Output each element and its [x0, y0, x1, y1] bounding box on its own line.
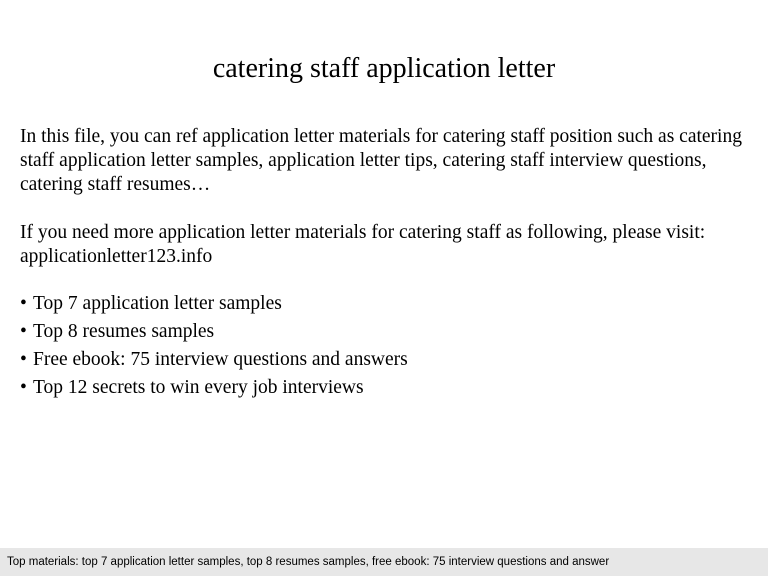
- list-item-text: Free ebook: 75 interview questions and answers: [33, 349, 408, 370]
- list-item-text: Top 12 secrets to win every job interviews: [33, 377, 364, 398]
- footer-text: Top materials: top 7 application letter samples, top 8 resumes samples, free ebook: 75 interview questions and answer: [7, 556, 610, 568]
- visit-paragraph: If you need more application letter materials for catering staff as following, please visit: applicationletter123.info: [20, 222, 706, 267]
- list-item: [20, 346, 408, 374]
- list-item: [20, 318, 408, 346]
- bullet-icon: •: [20, 321, 27, 342]
- footer-bar: [0, 548, 768, 576]
- materials-list: [20, 290, 408, 402]
- bullet-icon: •: [20, 377, 27, 398]
- list-item: [20, 374, 408, 402]
- list-item-text: Top 7 application letter samples: [33, 293, 282, 314]
- list-item-text: Top 8 resumes samples: [33, 321, 215, 342]
- page-title: catering staff application letter: [212, 53, 556, 84]
- list-item: [20, 290, 408, 318]
- bullet-icon: •: [20, 293, 27, 314]
- intro-paragraph: In this file, you can ref application letter materials for catering staff position such as catering staff application letter samples, application letter tips, catering staff interview questions, catering staff resumes…: [20, 126, 742, 195]
- bullet-icon: •: [20, 349, 27, 370]
